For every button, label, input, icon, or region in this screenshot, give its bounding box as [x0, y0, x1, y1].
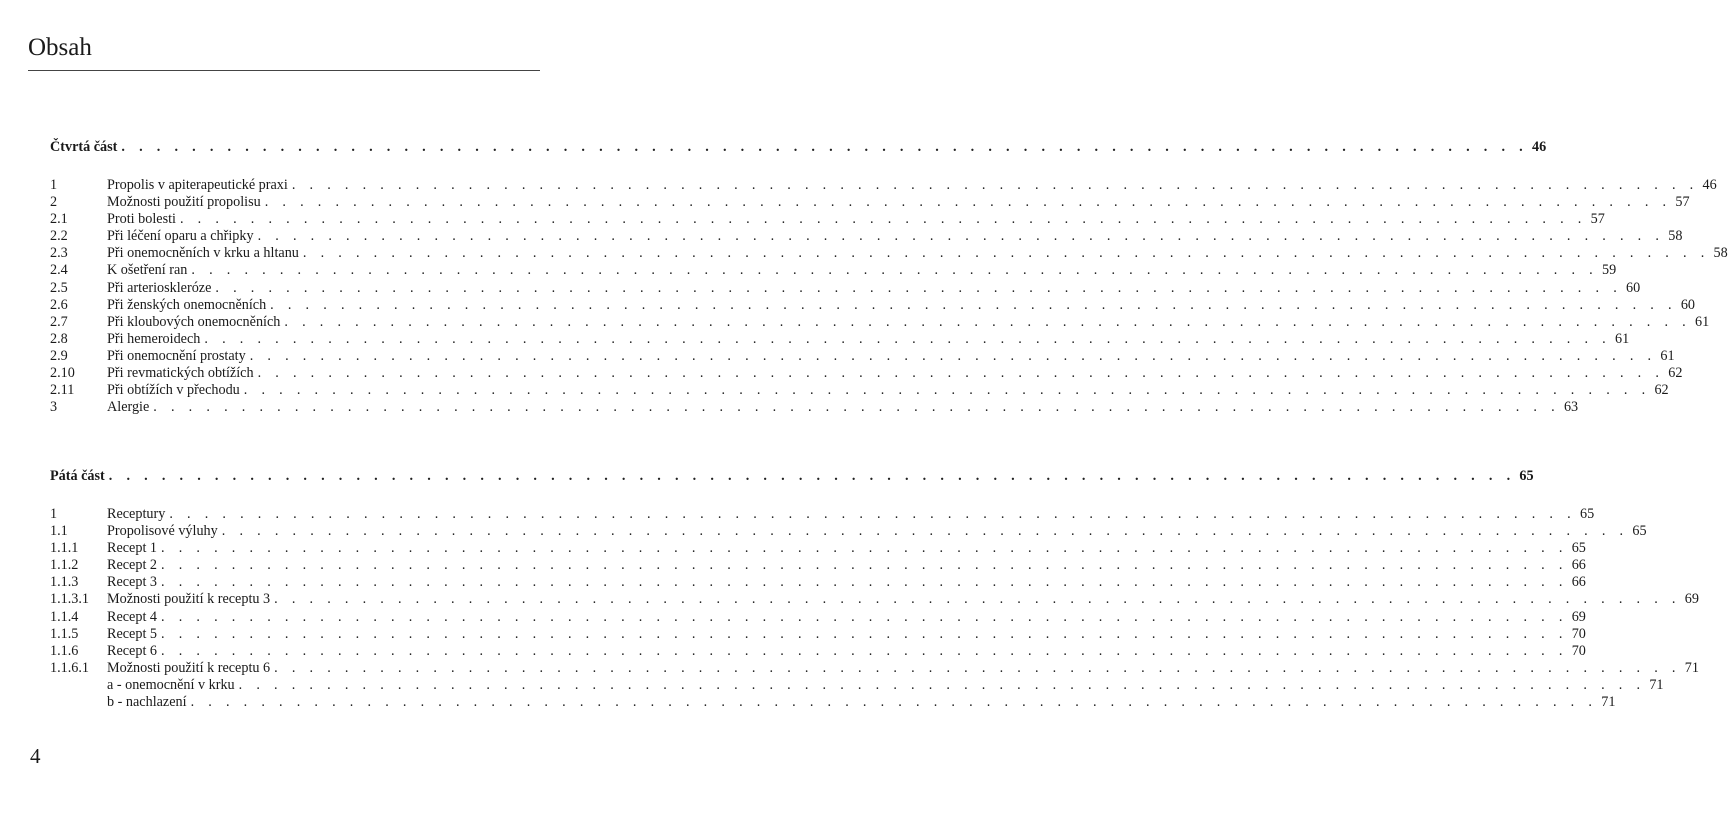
dot-leader: . . . . . . . . . . . . . . . . . . . . . . . . . . . . . . . . . . . . . . . . . . . . . . . . . . . . . . . . . . . . . . . . . . . . . . . . . . . . . . . .	[249, 347, 1657, 364]
dot-leader: . . . . . . . . . . . . . . . . . . . . . . . . . . . . . . . . . . . . . . . . . . . . . . . . . . . . . . . . . . . . . . . . . . . . . . . . . . . . . . . .	[270, 296, 1677, 313]
toc-label: Recept 5	[107, 626, 161, 643]
toc-number: 1.1.1	[50, 540, 79, 557]
toc-entry	[50, 194, 1690, 211]
toc-label: Při ženských onemocněních	[107, 297, 270, 314]
toc-entry	[50, 279, 1641, 297]
toc-page: 65	[1632, 523, 1647, 540]
toc-page: 69	[1684, 591, 1699, 608]
toc-page: 61	[1615, 330, 1630, 347]
toc-entry	[50, 608, 1586, 626]
toc-page: 70	[1571, 625, 1586, 642]
toc-label: Při hemeroidech	[107, 331, 204, 348]
dot-leader: . . . . . . . . . . . . . . . . . . . . . . . . . . . . . . . . . . . . . . . . . . . . . . . . . . . . . . . . . . . . . . . . . . . . . . . . . . . . . . . .	[257, 365, 1665, 382]
toc-label: a - onemocnění v krku	[107, 677, 239, 694]
toc-entry	[50, 365, 1683, 382]
toc-page: 58	[1668, 228, 1683, 245]
toc-entry	[50, 694, 1616, 711]
toc-entry	[50, 399, 1579, 416]
toc-label: Při kloubových onemocněních	[107, 314, 284, 331]
toc-heading	[50, 139, 1547, 156]
dot-leader: . . . . . . . . . . . . . . . . . . . . . . . . . . . . . . . . . . . . . . . . . . . . . . . . . . . . . . . . . . . . . . . . . . . . . . . . . . . . . . . .	[215, 279, 1623, 296]
toc-number: 2.1	[50, 211, 68, 228]
toc-page: 65	[1579, 506, 1595, 522]
toc-entry	[50, 506, 1595, 523]
toc-entry	[50, 574, 1586, 591]
dot-leader: . . . . . . . . . . . . . . . . . . . . . . . . . . . . . . . . . . . . . . . . . . . . . . . . . . . . . . . . . . . . . . . . . . . . . . . . . . . . . . . .	[161, 608, 1568, 625]
toc-entry	[50, 382, 1669, 399]
toc-number: 2.4	[50, 262, 68, 279]
dot-leader: . . . . . . . . . . . . . . . . . . . . . . . . . . . . . . . . . . . . . . . . . . . . . . . . . . . . . . . . . . . . . . . . . . . . . . . . . . . . . . . .	[291, 177, 1699, 193]
toc-number: 1	[50, 506, 58, 522]
title-divider	[28, 70, 540, 71]
toc-label: Pátá část	[50, 468, 109, 485]
toc-number: 1.1.3.1	[50, 591, 90, 608]
toc-heading	[50, 468, 1534, 485]
toc-page: 60	[1626, 279, 1641, 296]
toc-label: Při revmatických obtížích	[107, 365, 258, 382]
toc-label: Proti bolesti	[107, 211, 180, 228]
dot-leader: . . . . . . . . . . . . . . . . . . . . . . . . . . . . . . . . . . . . . . . . . . . . . . . . . . . . . . . . . . . . . . . . . . . . . . . . . . . . . . . .	[302, 245, 1710, 262]
toc-entry	[50, 330, 1630, 348]
toc-number: 2.3	[50, 245, 68, 262]
dot-leader: . . . . . . . . . . . . . . . . . . . . . . . . . . . . . . . . . . . . . . . . . . . . . . . . . . . . . . . . . . . . . . . . . . . . . . . . . . . . . . . .	[161, 625, 1568, 642]
toc-entry	[50, 642, 1586, 660]
toc-number	[50, 694, 107, 711]
toc-page: 57	[1590, 211, 1605, 228]
toc-number: 1	[50, 177, 58, 193]
toc-page: 60	[1680, 296, 1696, 313]
toc-entry	[50, 557, 1586, 574]
toc-page: 58	[1713, 245, 1728, 262]
toc-label: Propolisové výluhy	[107, 523, 222, 540]
toc-entry	[50, 523, 1647, 540]
toc-entry	[50, 625, 1586, 643]
toc-page: 63	[1563, 399, 1579, 416]
toc-entry	[50, 540, 1586, 557]
toc-number: 2.5	[50, 279, 68, 296]
toc-label: Receptury	[107, 506, 169, 523]
toc-number: 2.8	[50, 330, 68, 347]
toc-page: 62	[1668, 365, 1683, 382]
dot-leader: . . . . . . . . . . . . . . . . . . . . . . . . . . . . . . . . . . . . . . . . . . . . . . . . . . . . . . . . . . . . . . . . . . . . . . . . . . . . . . . .	[179, 211, 1587, 228]
toc-label: Propolis v apiterapeutické praxi	[107, 177, 292, 194]
toc-number: 2.10	[50, 365, 75, 382]
toc-entry	[50, 211, 1605, 228]
dot-leader: . . . . . . . . . . . . . . . . . . . . . . . . . . . . . . . . . . . . . . . . . . . . . . . . . . . . . . . . . . . . . . . . . . . . . . . . . . . . . . . .	[274, 591, 1681, 608]
dot-leader: . . . . . . . . . . . . . . . . . . . . . . . . . . . . . . . . . . . . . . . . . . . . . . . . . . . . . . . . . . . . . . . . . . . . . . . . . . . . . . . .	[221, 523, 1629, 540]
toc-number	[50, 677, 107, 694]
dot-leader: . . . . . . . . . . . . . . . . . . . . . . . . . . . . . . . . . . . . . . . . . . . . . . . . . . . . . . . . . . . . . . . . . . . . . . . . . . . . . . . .	[153, 399, 1560, 416]
toc-label: Při léčení oparu a chřipky	[107, 228, 258, 245]
toc-number: 1.1.2	[50, 557, 79, 574]
toc-label: Čtvrtá část	[50, 139, 121, 156]
toc-label: Při onemocněních v krku a hltanu	[107, 245, 303, 262]
toc-number: 2.2	[50, 228, 68, 245]
dot-leader: . . . . . . . . . . . . . . . . . . . . . . . . . . . . . . . . . . . . . . . . . . . . . . . . . . . . . . . . . . . . . . . . . . . . . . . . . . . . . . . .	[284, 313, 1692, 330]
toc-number: 1.1.4	[50, 608, 79, 625]
toc-label: Recept 4	[107, 609, 161, 626]
dot-leader: . . . . . . . . . . . . . . . . . . . . . . . . . . . . . . . . . . . . . . . . . . . . . . . . . . . . . . . . . . . . . . . . . . . . . . . . . . . . . . . .	[257, 228, 1665, 245]
dot-leader: . . . . . . . . . . . . . . . . . . . . . . . . . . . . . . . . . . . . . . . . . . . . . . . . . . . . . . . . . . . . . . . . . . . . . . . . . . . . . . . .	[161, 557, 1568, 574]
toc-number: 2.9	[50, 347, 68, 364]
toc-page: 66	[1571, 574, 1586, 591]
toc-label: Alergie	[107, 399, 153, 416]
dot-leader: . . . . . . . . . . . . . . . . . . . . . . . . . . . . . . . . . . . . . . . . . . . . . . . . . . . . . . . . . . . . . . . . . . . . . . . . . . . . . . . .	[108, 468, 1516, 484]
dot-leader: . . . . . . . . . . . . . . . . . . . . . . . . . . . . . . . . . . . . . . . . . . . . . . . . . . . . . . . . . . . . . . . . . . . . . . . . . . . . . . . .	[121, 139, 1529, 155]
section-heading-ctvrta	[50, 139, 1547, 156]
toc-page: 71	[1684, 659, 1699, 676]
toc-label: Možnosti použití propolisu	[107, 194, 265, 211]
toc-page: 62	[1654, 382, 1669, 399]
toc-label: Možnosti použití k receptu 3	[107, 591, 274, 608]
toc-number: 3	[50, 399, 58, 416]
toc-label: Při arterioskleróze	[107, 280, 215, 297]
dot-leader: . . . . . . . . . . . . . . . . . . . . . . . . . . . . . . . . . . . . . . . . . . . . . . . . . . . . . . . . . . . . . . . . . . . . . . . . . . . . . . . .	[161, 574, 1568, 591]
toc-page: 66	[1571, 557, 1586, 574]
page-number: 4	[30, 744, 41, 768]
toc-page: 65	[1519, 468, 1534, 484]
dot-leader: . . . . . . . . . . . . . . . . . . . . . . . . . . . . . . . . . . . . . . . . . . . . . . . . . . . . . . . . . . . . . . . . . . . . . . . . . . . . . . . .	[274, 659, 1681, 676]
toc-label: b - nachlazení	[107, 694, 191, 711]
dot-leader: . . . . . . . . . . . . . . . . . . . . . . . . . . . . . . . . . . . . . . . . . . . . . . . . . . . . . . . . . . . . . . . . . . . . . . . . . . . . . . . .	[238, 676, 1646, 693]
toc-entry	[50, 313, 1710, 331]
toc-label: K ošetření ran	[107, 262, 191, 279]
toc-number: 2.6	[50, 296, 68, 313]
toc-number: 1.1.5	[50, 625, 79, 642]
toc-entry	[50, 228, 1683, 245]
section-entries-ctvrta	[50, 177, 1728, 416]
toc-entry	[50, 676, 1664, 694]
toc-label: Při onemocnění prostaty	[107, 348, 250, 365]
dot-leader: . . . . . . . . . . . . . . . . . . . . . . . . . . . . . . . . . . . . . . . . . . . . . . . . . . . . . . . . . . . . . . . . . . . . . . . . . . . . . . . .	[243, 382, 1651, 399]
toc-entry	[50, 245, 1728, 262]
toc-number: 2	[50, 194, 58, 211]
page-title: Obsah	[28, 34, 92, 61]
dot-leader: . . . . . . . . . . . . . . . . . . . . . . . . . . . . . . . . . . . . . . . . . . . . . . . . . . . . . . . . . . . . . . . . . . . . . . . . . . . . . . . .	[204, 330, 1612, 347]
dot-leader: . . . . . . . . . . . . . . . . . . . . . . . . . . . . . . . . . . . . . . . . . . . . . . . . . . . . . . . . . . . . . . . . . . . . . . . . . . . . . . . .	[161, 642, 1568, 659]
toc-label: Recept 1	[107, 540, 161, 557]
toc-number: 1.1.6	[50, 642, 79, 659]
toc-entry	[50, 262, 1617, 279]
toc-label: Recept 2	[107, 557, 161, 574]
toc-entry	[50, 296, 1696, 314]
toc-label: Při obtížích v přechodu	[107, 382, 244, 399]
toc-page: 59	[1602, 262, 1617, 279]
toc-entry	[50, 591, 1699, 608]
dot-leader: . . . . . . . . . . . . . . . . . . . . . . . . . . . . . . . . . . . . . . . . . . . . . . . . . . . . . . . . . . . . . . . . . . . . . . . . . . . . . . . .	[190, 694, 1598, 711]
toc-page: 70	[1571, 642, 1586, 659]
dot-leader: . . . . . . . . . . . . . . . . . . . . . . . . . . . . . . . . . . . . . . . . . . . . . . . . . . . . . . . . . . . . . . . . . . . . . . . . . . . . . . . .	[191, 262, 1599, 279]
toc-page: 46	[1532, 139, 1547, 155]
toc-page: 46	[1702, 177, 1717, 193]
toc-label: Recept 3	[107, 574, 161, 591]
dot-leader: . . . . . . . . . . . . . . . . . . . . . . . . . . . . . . . . . . . . . . . . . . . . . . . . . . . . . . . . . . . . . . . . . . . . . . . . . . . . . . . .	[161, 540, 1568, 557]
toc-number: 2.7	[50, 313, 68, 330]
toc-page: 71	[1601, 694, 1616, 711]
toc-page: 61	[1695, 313, 1710, 330]
toc-entry	[50, 347, 1675, 365]
toc-page: 71	[1649, 676, 1664, 693]
toc-number: 1.1.6.1	[50, 659, 90, 676]
toc-page: 57	[1675, 194, 1690, 211]
dot-leader: . . . . . . . . . . . . . . . . . . . . . . . . . . . . . . . . . . . . . . . . . . . . . . . . . . . . . . . . . . . . . . . . . . . . . . . . . . . . . . . .	[169, 506, 1576, 522]
dot-leader: . . . . . . . . . . . . . . . . . . . . . . . . . . . . . . . . . . . . . . . . . . . . . . . . . . . . . . . . . . . . . . . . . . . . . . . . . . . . . . . .	[264, 194, 1672, 211]
toc-label: Možnosti použití k receptu 6	[107, 660, 274, 677]
section-heading-pata	[50, 468, 1534, 485]
toc-number: 2.11	[50, 382, 75, 399]
toc-label: Recept 6	[107, 643, 161, 660]
toc-entry	[50, 659, 1699, 677]
toc-page: 65	[1571, 540, 1586, 557]
toc-entry	[50, 177, 1717, 194]
toc-page: 69	[1571, 608, 1586, 625]
toc-number: 1.1	[50, 523, 68, 540]
section-entries-pata	[50, 506, 1699, 711]
toc-page: 61	[1660, 347, 1675, 364]
toc-number: 1.1.3	[50, 574, 79, 591]
